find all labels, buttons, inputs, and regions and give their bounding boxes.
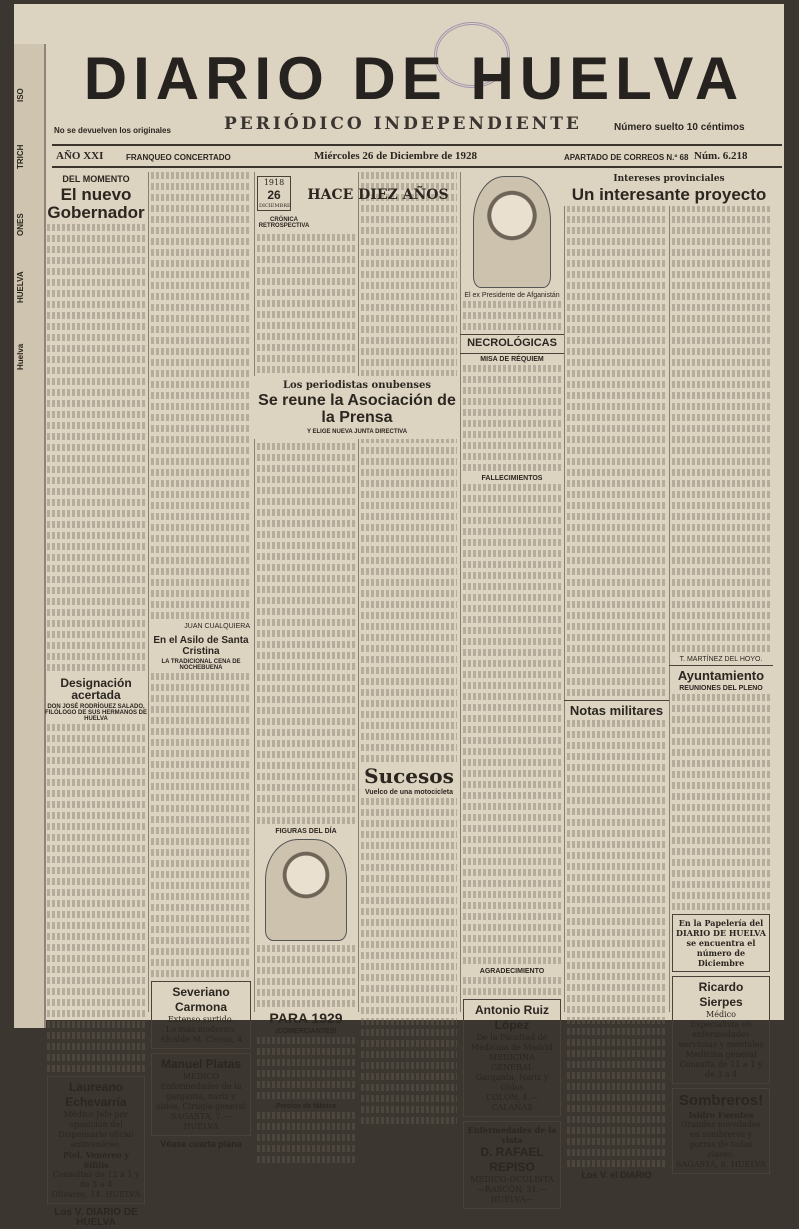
proyecto-signature: T. MARTÍNEZ DEL HOYO.: [679, 656, 763, 663]
spine-text-5: Huelva: [16, 343, 25, 370]
sucesos-headline: Sucesos: [364, 764, 454, 788]
column-1: [44, 172, 149, 1229]
papeleria-notice: En la Papelería del DIARIO DE HUELVA se encuentra el número de Diciembre: [672, 914, 770, 972]
asilo-headline: En el Asilo de Santa Cristina: [153, 635, 249, 657]
ad-severiano: [151, 981, 251, 1049]
ad-repiso: [463, 1121, 561, 1209]
figuras-kicker: FIGURAS DEL DÍA: [275, 828, 337, 836]
necrologicas-headline: NECROLÓGICAS: [460, 334, 564, 354]
para-1929-subhead: ¡COMERCIANTES!: [275, 1027, 337, 1035]
ad-ruiz-line-1: De la Facultad de Medicina de Madrid: [470, 1032, 554, 1052]
ad-sierpes-name: Ricardo Sierpes: [698, 979, 744, 1009]
column-4: [358, 172, 461, 1012]
para-1929-headline: PARA 1929: [269, 1010, 343, 1027]
provinciales-kicker: Intereses provinciales: [613, 174, 725, 184]
ad-laureano: [47, 1076, 145, 1204]
ad-laureano-line-2: Piel, Venéreo y Sífilis: [62, 1149, 130, 1170]
column-5: [460, 172, 565, 1204]
ad-laureano-line-4: Olivares, 14. HUELVA: [51, 1189, 141, 1199]
ad-repiso-line-1: Enfermedades de la vista: [467, 1124, 557, 1145]
proyecto-headline: Un interesante proyecto: [571, 185, 767, 204]
newspaper-subtitle: PERIÓDICO INDEPENDIENTE: [224, 114, 582, 134]
gobernador-signature: JUAN CUALQUIERA: [184, 623, 250, 630]
ad-sierpes-line-2: Especialista en enfermedades nerviosas y mentales: [678, 1019, 764, 1049]
ad-sombreros-line-3: SAGASTA, 6. HUELVA: [676, 1160, 766, 1170]
asociacion-headline: Se reune la Asociación de la Prensa: [258, 392, 456, 426]
ad-severiano-line-2: Lo más moderno.: [165, 1025, 237, 1034]
ad-sombreros-name: Sombreros!: [678, 1091, 764, 1109]
militares-headline: Notas militares: [564, 700, 669, 718]
cronica-headline-wrap: [298, 186, 458, 205]
ad-sierpes-line-4: Consulta de 11 a 1 y de 3 a 4: [679, 1059, 763, 1079]
proyecto-block: [564, 172, 774, 206]
gobernador-headline: El nuevo Gobernador: [47, 185, 145, 222]
spine-text-1: ISO: [16, 88, 25, 102]
ad-platas-name: Manuel Platas: [160, 1057, 242, 1071]
footer-ad-3: Los V. el DIARIO: [581, 1169, 652, 1180]
tagline: No se devuelven los originales: [54, 126, 171, 135]
del-momento-kicker: DEL MOMENTO: [62, 174, 130, 184]
ad-severiano-line-1: Extenso surtido.: [167, 1015, 235, 1024]
badge-year: 1918: [263, 178, 285, 187]
reuniones-kicker: REUNIONES DEL PLENO: [679, 684, 763, 692]
designacion-subhead: DON JOSÉ RODRÍGUEZ SALADO, FILÓLOGO DE SUS HERMANOS DE HUELVA: [44, 703, 147, 722]
ayuntamiento-headline: Ayuntamiento: [669, 665, 773, 683]
ad-repiso-line-3: —RASCÓN, 31.—HUELVA—: [476, 1184, 548, 1204]
ad-ruiz-line-2: MEDICINA GENERAL: [489, 1052, 535, 1072]
ad-platas-line-2: Enfermedades de la garganta, nariz y oídos. Cirugía general: [155, 1082, 247, 1111]
ad-platas-line-3: SAGASTA, 7.—HUELVA: [170, 1112, 232, 1131]
adjacent-page-strip: [14, 44, 46, 1028]
ad-platas-line-1: MÉDICO: [182, 1072, 220, 1081]
designacion-headline: Designación acertada: [60, 675, 132, 703]
sucesos-subhead: Vuelco de una motocicleta: [364, 789, 454, 796]
issue-date: Miércoles 26 de Diciembre de 1928: [314, 150, 478, 162]
issue-number: Núm. 6.218: [694, 150, 748, 162]
ad-repiso-name: D. RAFAEL REPISO: [480, 1144, 544, 1174]
footer-ad-2: Véase cuarta plana: [160, 1139, 242, 1149]
newspaper-title: DIARIO DE HUELVA: [83, 45, 745, 112]
spine-text-3: ONES: [16, 213, 25, 236]
footer-ad-1: Los V. DIARIO DE HUELVA: [54, 1206, 138, 1229]
column-3: [254, 172, 359, 1110]
column-7: [669, 172, 773, 1170]
fallecimiento-kicker: FALLECIMIENTOS: [481, 474, 543, 482]
ad-platas: [151, 1053, 251, 1136]
column-6: [564, 172, 670, 1180]
portrait-drawing-sheikh: [265, 839, 347, 941]
ad-sierpes-line-1: Médico: [706, 1009, 736, 1019]
ad-ruiz-line-3: Garganta, Nariz y Oídos: [475, 1072, 549, 1092]
ad-sierpes: [672, 976, 770, 1084]
ad-sierpes-line-3: Medicina general: [685, 1049, 757, 1059]
ad-repiso-line-2: MÉDICO-OCULISTA: [470, 1174, 554, 1184]
spine-text-2: TRICH: [16, 144, 25, 169]
cronica-kicker: CRÓNICA RETROSPECTIVA: [258, 217, 310, 230]
ad-severiano-line-3: Alcalde M. Cleros, 4: [159, 1035, 243, 1044]
apartado: APARTADO DE CORREOS N.º 68: [564, 153, 689, 162]
misa-kicker: MISA DE RÉQUIEM: [480, 355, 544, 363]
spine-text-4: HUELVA: [16, 271, 25, 303]
ad-sombreros-line-2: Grandes novedades en sombreros y gorras de todas clases.: [681, 1120, 761, 1160]
fabrica-kicker: Precios de fábrica: [275, 1102, 337, 1110]
ad-laureano-name: Laureano Echevarría: [65, 1079, 127, 1109]
ad-sombreros-line-1: Isidro Fuentes: [688, 1110, 754, 1121]
ad-ruiz-name: Antonio Ruiz López: [475, 1002, 549, 1032]
ad-ruiz-line-4: COLÓN, 4.—CALAÑAS: [486, 1092, 538, 1112]
ad-ruiz: [463, 999, 561, 1117]
ad-severiano-name: Severiano Carmona: [172, 985, 230, 1014]
badge-day: 26: [267, 188, 281, 202]
badge-month: DICIEMBRE: [259, 203, 291, 209]
agradecimiento-kicker: AGRADECIMIENTO: [479, 967, 545, 975]
asociacion-block: [254, 376, 460, 439]
top-rule: [52, 144, 782, 146]
newspaper-page: [14, 4, 784, 1229]
portrait-afghan-president: [473, 176, 551, 288]
column-2: [148, 172, 255, 1149]
asociacion-subhead: Y ELIGE NUEVA JUNTA DIRECTIVA: [306, 428, 408, 435]
ad-laureano-line-1: Médico Jefe por oposición del Dispensario oficial antivenéreo.: [58, 1109, 134, 1149]
asilo-subhead: LA TRADICIONAL CENA DE NOCHEBUENA: [161, 659, 241, 671]
cronica-headline: HACE DIEZ AÑOS: [307, 187, 449, 203]
ad-sombreros: [672, 1088, 770, 1175]
cronica-date-badge: [257, 176, 291, 211]
bottom-rule: [52, 166, 782, 168]
postal-note: FRANQUEO CONCERTADO: [126, 153, 231, 162]
ad-laureano-line-3: Consultas de 12 a 1 y de 3 a 4: [52, 1169, 140, 1189]
periodistas-kicker: Los periodistas onubenses: [283, 380, 431, 391]
portrait-caption: El ex Presidente de Afganistán: [464, 292, 560, 299]
year-label: AÑO XXI: [56, 150, 104, 162]
price: Número suelto 10 céntimos: [614, 122, 745, 133]
